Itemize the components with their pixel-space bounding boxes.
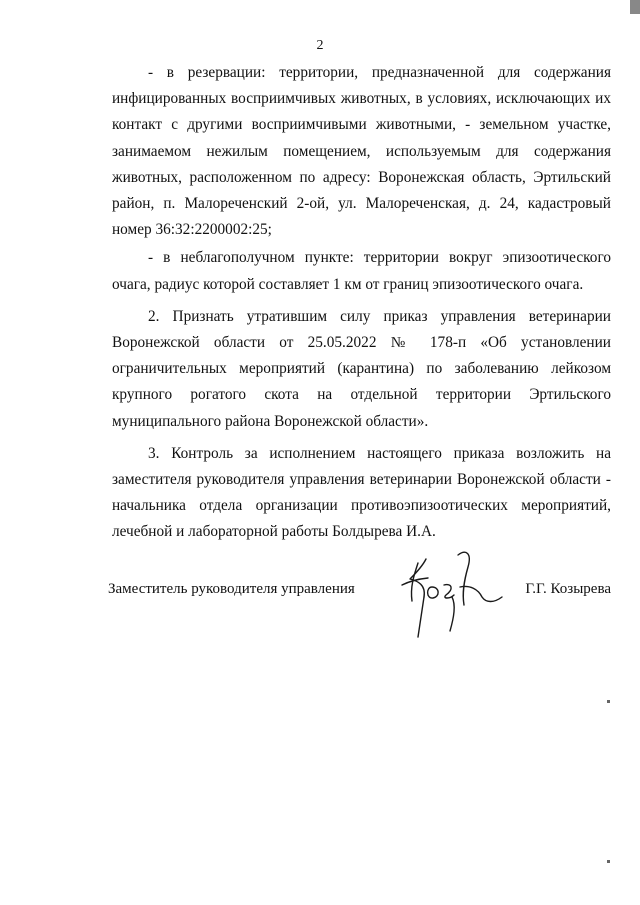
paragraph-item-3: 3. Контроль за исполнением настоящего приказа возложить на заместителя руководителя управления ветеринарии Воронежской области - начальника отдела организации противоэпизоотических мероприятий, лечебной и лабораторной работы Болдырева И.А. [112, 444, 611, 541]
scan-speck [607, 700, 610, 703]
paragraph-item-2: 2. Признать утратившим силу приказ управления ветеринарии Воронежской области от 25.05.2022 № 178-п «Об установлении ограничительных мероприятий (карантина) по заболеванию лейкозом крупного рогатого скота на отдельной территории Эртильского муниципального района Воронежской области». [112, 307, 611, 430]
scan-corner-mark [620, 0, 640, 20]
signature-block [108, 573, 611, 633]
document-body [112, 60, 611, 548]
paragraph-reservation: - в резервации: территории, предназначенной для содержания инфицированных восприимчивых животных, в условиях, исключающих их контакт с другими восприимчивыми животными, - земельном участке, занимаемом нежилым помещением, используемым для содержания животных, расположенном по адресу: Воронежская область, Эртильский район, п. Малореченский 2-ой, ул. Малореченская, д. 24, кадастровый номер 36:32:2200002:25; [112, 64, 611, 239]
signatory-name: Г.Г. Козырева [525, 581, 611, 597]
paragraph-unfavorable-point: - в неблагополучном пункте: территории вокруг эпизоотического очага, радиус которой составляет 1 км от границ эпизоотического очага. [112, 249, 611, 293]
signatory-position: Заместитель руководителя управления [108, 581, 355, 597]
handwritten-signature [396, 545, 506, 640]
page-number: 2 [316, 38, 324, 53]
scan-speck [607, 860, 610, 863]
